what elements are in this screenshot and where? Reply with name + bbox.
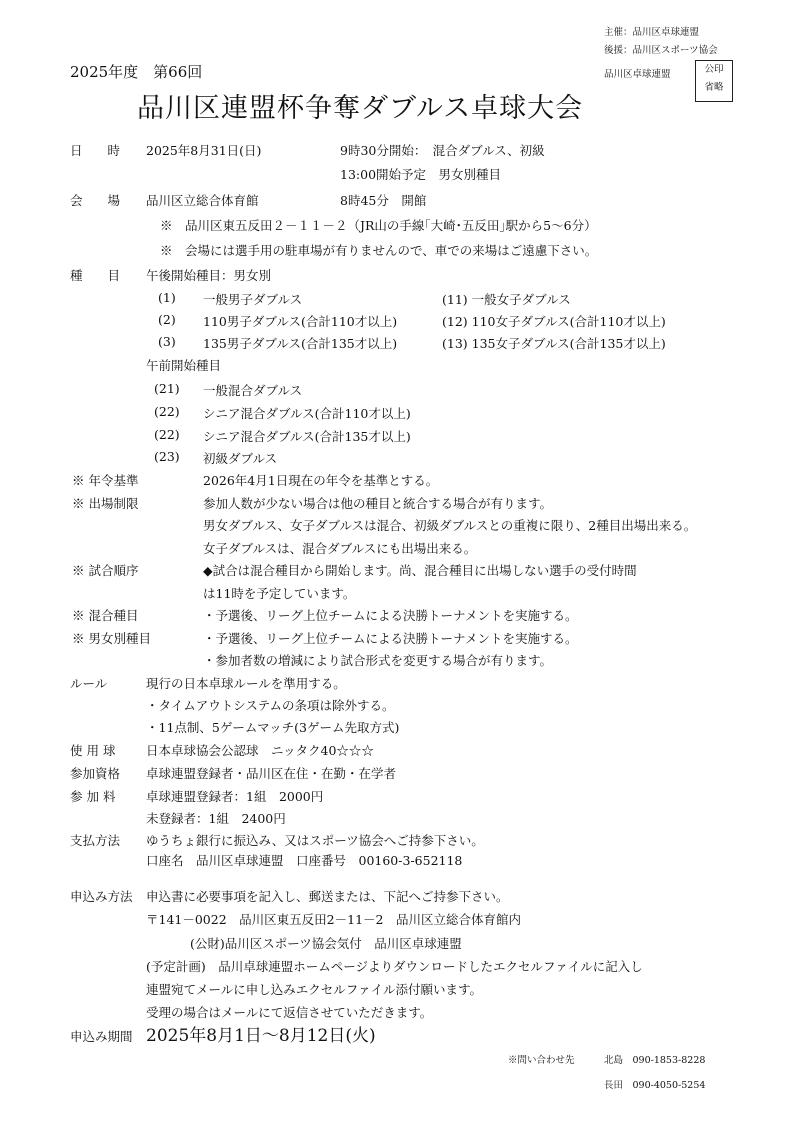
venue-note-2: ※ 会場には選手用の駐車場が有りませんので、車での来場はご遠慮下さい。	[160, 243, 598, 258]
start-time-1: 9時30分開始： 混合ダブルス、初級	[340, 143, 545, 158]
gender-text-2: ・参加者数の増減により試合形式を変更する場合が有ります。	[203, 653, 553, 668]
mixed-label: ※ 混合種目	[72, 608, 139, 623]
event-right: (11) 一般女子ダブルス	[442, 292, 571, 307]
ball-value: 日本卓球協会公認球 ニッタク40☆☆☆	[146, 743, 374, 758]
organizer: 主催：品川区卓球連盟	[604, 27, 700, 38]
page-title: 品川区連盟杯争奪ダブルス卓球大会	[137, 93, 584, 124]
event-num: (2)	[158, 312, 176, 327]
year-edition: 2025年度 第66回	[70, 63, 203, 81]
contact-person-1: 北島 090-1853-8228	[604, 1055, 706, 1066]
period-value: 2025年8月1日～8月12日(火)	[146, 1026, 376, 1046]
date-label: 日 時	[70, 143, 121, 158]
period-label: 申込み期間	[70, 1029, 133, 1044]
gender-text-1: ・予選後、リーグ上位チームによる決勝トーナメントを実施する。	[203, 631, 578, 646]
event-name: 110男子ダブルス(合計110才以上)	[203, 314, 398, 329]
eligibility-label: 参加資格	[70, 766, 121, 781]
venue-value: 品川区立総合体育館	[146, 193, 259, 208]
event-num: (23)	[154, 449, 180, 464]
payment-value-1: ゆうちょ銀行に振込み、又はスポーツ協会へご持参下さい。	[146, 833, 484, 848]
ball-label: 使 用 球	[70, 743, 116, 758]
event-num: (22)	[154, 404, 180, 419]
sponsor: 後援：品川区スポーツ協会	[604, 45, 718, 56]
apply-text-4: (予定計画) 品川卓球連盟ホームページよりダウンロードしたエクセルファイルに記入し	[146, 959, 643, 974]
start-time-2: 13:00開始予定 男女別種目	[340, 167, 502, 182]
eligibility-value: 卓球連盟登録者・品川区在住・在勤・在学者	[146, 766, 397, 781]
mixed-text: ・予選後、リーグ上位チームによる決勝トーナメントを実施する。	[203, 608, 578, 623]
apply-text-6: 受理の場合はメールにて返信させていただきます。	[146, 1005, 433, 1020]
date-value: 2025年8月31日(日)	[146, 143, 262, 158]
rules-label: ルール	[70, 676, 108, 691]
org-name: 品川区卓球連盟	[604, 69, 671, 80]
afternoon-label: 午後開始種目：男女別	[146, 268, 272, 283]
event-name: シニア混合ダブルス(合計135才以上)	[203, 429, 411, 444]
official-seal-box	[695, 60, 733, 102]
event-num: (1)	[158, 290, 176, 305]
apply-label: 申込み方法	[70, 889, 133, 904]
events-label: 種 目	[70, 268, 121, 283]
apply-text-1: 申込書に必要事項を記入し、郵送または、下記へご持参下さい。	[146, 889, 509, 904]
venue-note-1: ※ 品川区東五反田２－１１－２（JR山の手線｢大崎･五反田｣駅から5～6分）	[160, 218, 597, 233]
morning-label: 午前開始種目	[146, 358, 222, 373]
event-name: 一般混合ダブルス	[203, 383, 303, 398]
fee-value-2: 未登録者：1組 2400円	[146, 811, 286, 826]
fee-value-1: 卓球連盟登録者：1組 2000円	[146, 789, 324, 804]
limit-label: ※ 出場制限	[72, 496, 139, 511]
contact-label: ※問い合わせ先	[508, 1055, 575, 1066]
event-num: (22)	[154, 427, 180, 442]
limit-text-2: 男女ダブルス、女子ダブルスは混合、初級ダブルスとの重複に限り、2種目出場出来る。	[203, 518, 697, 533]
stamp-line2: 省略	[704, 82, 724, 93]
rules-text-2: ・タイムアウトシステムの条項は除外する。	[146, 698, 395, 713]
event-name: シニア混合ダブルス(合計110才以上)	[203, 406, 411, 421]
age-label: ※ 年令基準	[72, 473, 139, 488]
rules-text-1: 現行の日本卓球ルールを準用する。	[146, 676, 346, 691]
rules-text-3: ・11点制、5ゲームマッチ(3ゲーム先取方式)	[146, 720, 400, 735]
apply-care-of: (公財)品川区スポーツ協会気付 品川区卓球連盟	[190, 936, 462, 951]
age-text: 2026年4月1日現在の年令を基準とする。	[203, 473, 439, 488]
fee-label: 参 加 料	[70, 789, 116, 804]
event-right: (12) 110女子ダブルス(合計110才以上)	[442, 314, 666, 329]
event-num: (21)	[154, 381, 180, 396]
limit-text-3: 女子ダブルスは、混合ダブルスにも出場出来る。	[203, 541, 477, 556]
event-num: (3)	[158, 334, 176, 349]
payment-label: 支払方法	[70, 833, 121, 848]
apply-address: 〒141－0022 品川区東五反田2－11－2 品川区立総合体育館内	[146, 912, 521, 927]
venue-open: 8時45分 開館	[340, 193, 427, 208]
order-label: ※ 試合順序	[72, 563, 139, 578]
event-name: 一般男子ダブルス	[203, 292, 303, 307]
order-text-2: は11時を予定しています。	[203, 586, 356, 601]
event-name: 初級ダブルス	[203, 451, 278, 466]
event-right: (13) 135女子ダブルス(合計135才以上)	[442, 336, 666, 351]
limit-text-1: 参加人数が少ない場合は他の種目と統合する場合が有ります。	[203, 496, 553, 511]
payment-value-2: 口座名 品川区卓球連盟 口座番号 00160-3-652118	[146, 853, 463, 868]
stamp-line1: 公印	[704, 64, 724, 75]
contact-person-2: 長田 090-4050-5254	[604, 1080, 706, 1091]
apply-text-5: 連盟宛てメールに申し込みエクセルファイル添付願います。	[146, 982, 483, 997]
gender-label: ※ 男女別種目	[72, 631, 151, 646]
order-text-1: ◆試合は混合種目から開始します。尚、混合種目に出場しない選手の受付時間	[203, 563, 637, 578]
venue-label: 会 場	[70, 193, 121, 208]
event-name: 135男子ダブルス(合計135才以上)	[203, 336, 398, 351]
